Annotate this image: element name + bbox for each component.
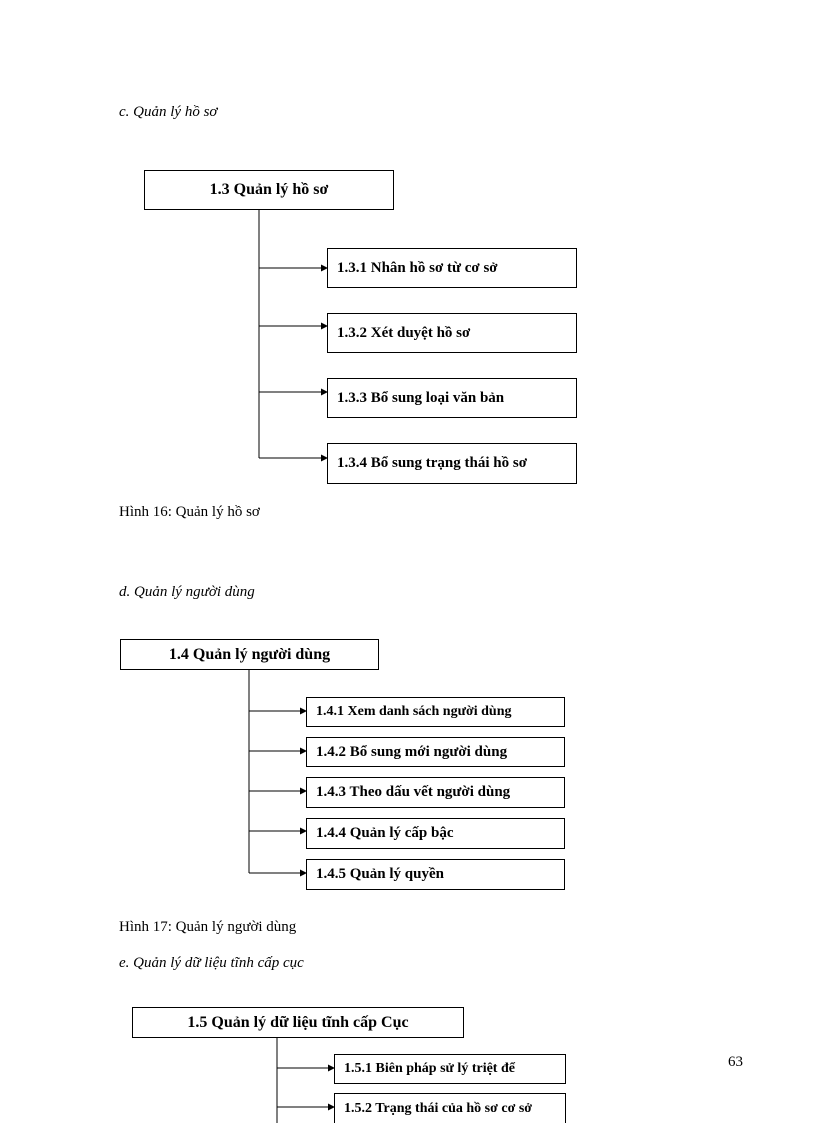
- tree-root-1-3: 1.3 Quản lý hồ sơ: [144, 170, 394, 210]
- tree-node-1-5-2: 1.5.2 Trạng thái của hồ sơ cơ sở: [334, 1093, 566, 1123]
- tree-node-1-4-5: 1.4.5 Quản lý quyền: [306, 859, 565, 890]
- tree-root-1-5: 1.5 Quản lý dữ liệu tĩnh cấp Cục: [132, 1007, 464, 1038]
- section-heading-c: c. Quản lý hồ sơ: [119, 104, 218, 120]
- section-heading-d: d. Quản lý người dùng: [119, 584, 255, 600]
- tree-node-1-4-3: 1.4.3 Theo dấu vết người dùng: [306, 777, 565, 808]
- tree-node-1-4-4: 1.4.4 Quản lý cấp bậc: [306, 818, 565, 849]
- page-number: 63: [728, 1054, 743, 1070]
- tree-node-1-4-1: 1.4.1 Xem danh sách người dùng: [306, 697, 565, 727]
- tree-root-1-4: 1.4 Quản lý người dùng: [120, 639, 379, 670]
- figure-caption-16: Hình 16: Quản lý hồ sơ: [119, 504, 260, 520]
- tree-node-1-5-1: 1.5.1 Biên pháp sử lý triệt để: [334, 1054, 566, 1084]
- tree-node-1-3-2: 1.3.2 Xét duyệt hồ sơ: [327, 313, 577, 353]
- tree-node-1-3-1: 1.3.1 Nhân hồ sơ từ cơ sở: [327, 248, 577, 288]
- tree-node-1-3-3: 1.3.3 Bổ sung loại văn bản: [327, 378, 577, 418]
- figure-caption-17: Hình 17: Quản lý người dùng: [119, 919, 297, 935]
- section-heading-e: e. Quản lý dữ liệu tĩnh cấp cục: [119, 955, 304, 971]
- tree-node-1-4-2: 1.4.2 Bổ sung mới người dùng: [306, 737, 565, 767]
- tree-node-1-3-4: 1.3.4 Bổ sung trạng thái hồ sơ: [327, 443, 577, 484]
